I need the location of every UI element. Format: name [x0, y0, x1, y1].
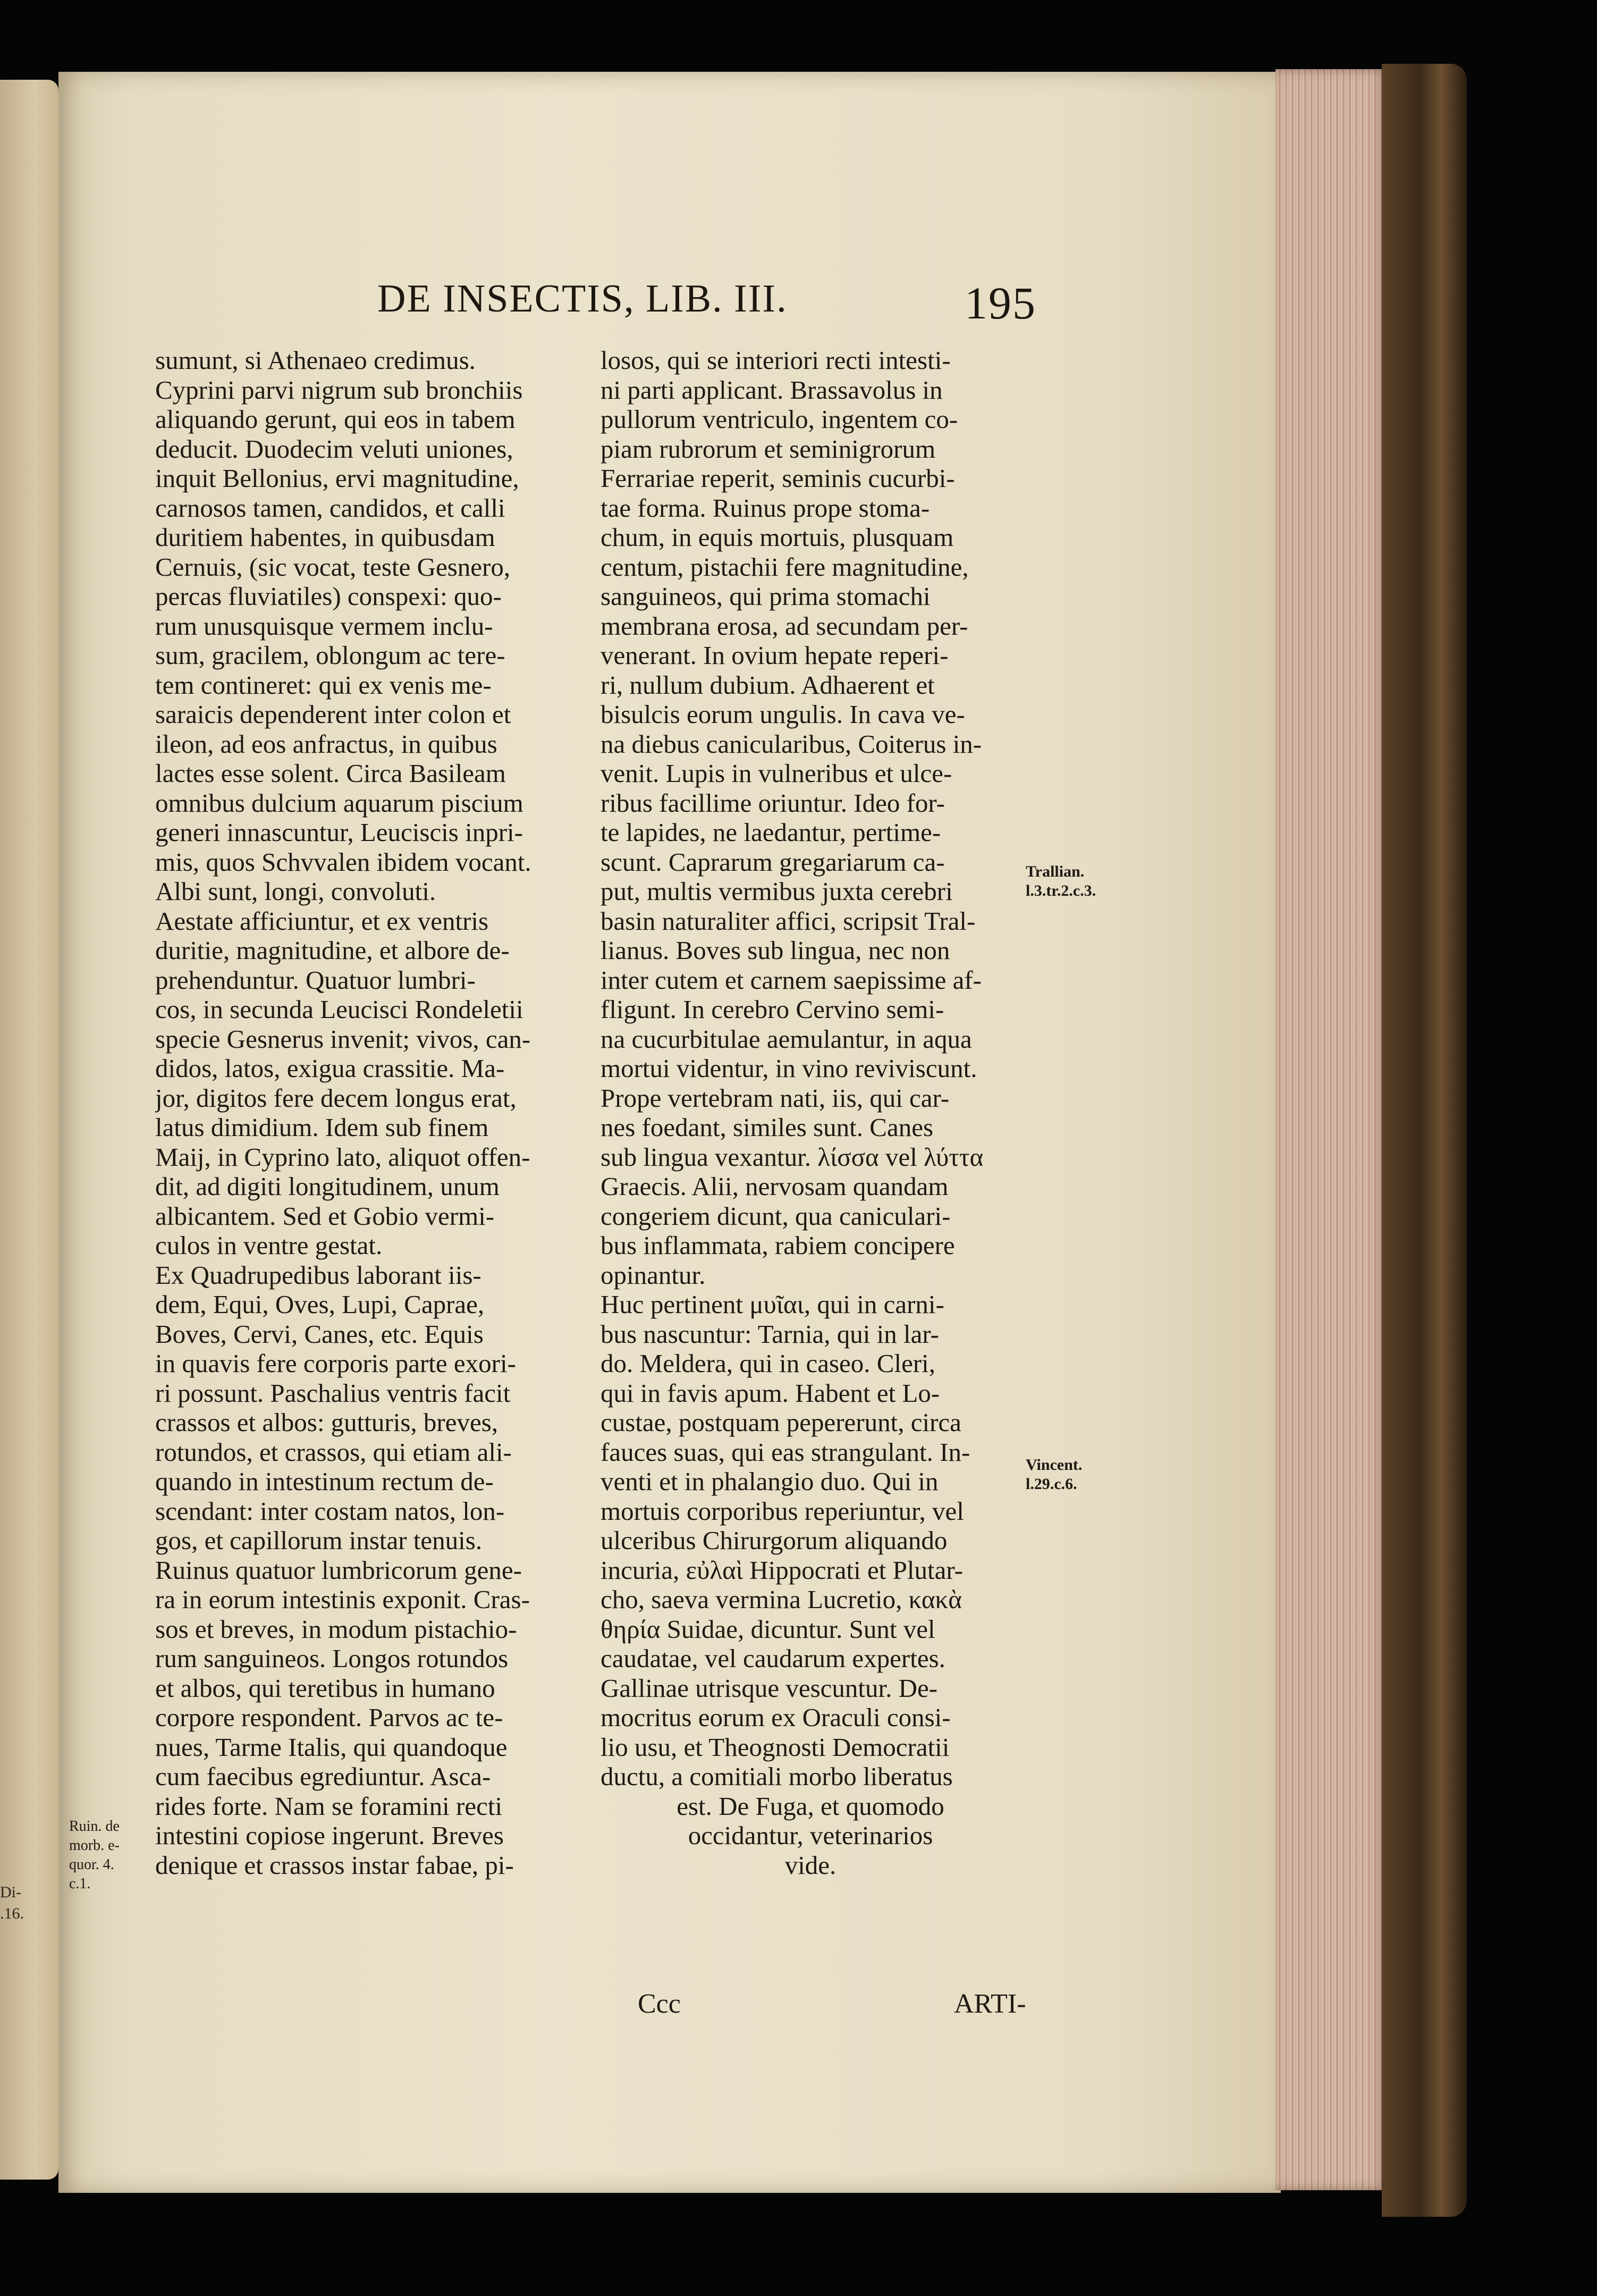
text-line: specie Gesnerus invenit; vivos, can-: [155, 1024, 531, 1054]
marginal-note-line: Ruin. de: [69, 1818, 120, 1835]
text-line: est. De Fuga, et quomodo: [677, 1791, 944, 1821]
text-line: nes foedant, similes sunt. Canes: [601, 1113, 934, 1142]
text-line: didos, latos, exigua crassitie. Ma-: [155, 1054, 505, 1083]
text-line: rides forte. Nam se foramini recti: [155, 1791, 503, 1821]
text-line: venerant. In ovium hepate reperi-: [601, 641, 949, 670]
text-line: te lapides, ne laedantur, pertime-: [601, 818, 941, 847]
text-line: centum, pistachii fere magnitudine,: [601, 552, 969, 582]
text-line: bus nascuntur: Tarnia, qui in lar-: [601, 1319, 939, 1349]
text-line: fligunt. In cerebro Cervino semi-: [601, 995, 944, 1024]
text-line: piam rubrorum et seminigrorum: [601, 434, 936, 464]
text-line: saraicis dependerent inter colon et: [155, 700, 511, 729]
text-line: ri, nullum dubium. Adhaerent et: [601, 670, 935, 700]
marginal-note-line: c.1.: [69, 1876, 91, 1892]
text-line: Albi sunt, longi, convoluti.: [155, 877, 436, 906]
text-line: percas fluviatiles) conspexi: quo-: [155, 582, 502, 611]
text-line: lio usu, et Theognosti Democratii: [601, 1732, 950, 1762]
text-line: venti et in phalangio duo. Qui in: [601, 1467, 939, 1496]
marginal-note-trallian: [1026, 862, 1132, 901]
text-line: vide.: [784, 1850, 836, 1880]
text-line: qui in favis apum. Habent et Lo-: [601, 1378, 940, 1408]
text-line: Boves, Cervi, Canes, etc. Equis: [155, 1319, 484, 1349]
text-line: rum unusquisque vermem inclu-: [155, 611, 493, 641]
text-line: inquit Bellonius, ervi magnitudine,: [155, 464, 519, 493]
text-line: scunt. Caprarum gregariarum ca-: [601, 847, 945, 877]
text-line: incuria, εὐλαὶ Hippocrati et Plutar-: [601, 1555, 964, 1585]
running-head: [377, 276, 1036, 335]
text-line: ileon, ad eos anfractus, in quibus: [155, 729, 497, 759]
text-line: crassos et albos: gutturis, breves,: [155, 1408, 498, 1437]
text-line: Ruinus quatuor lumbricorum gene-: [155, 1555, 522, 1585]
text-line: mortui videntur, in vino reviviscunt.: [601, 1054, 977, 1083]
left-text-column: [155, 346, 580, 1880]
text-line: venit. Lupis in vulneribus et ulce-: [601, 759, 952, 788]
text-line: sumunt, si Athenaeo credimus.: [155, 346, 476, 375]
text-line: fauces suas, qui eas strangulant. In-: [601, 1437, 970, 1467]
text-line: latus dimidium. Idem sub finem: [155, 1113, 489, 1142]
text-line: Gallinae utrisque vescuntur. De-: [601, 1673, 938, 1703]
text-line: Huc pertinent μυῖαι, qui in carni-: [601, 1290, 944, 1319]
text-line: in quavis fere corporis parte exori-: [155, 1349, 516, 1378]
text-line: rum sanguineos. Longos rotundos: [155, 1644, 509, 1673]
text-line: rotundos, et crassos, qui etiam ali-: [155, 1437, 512, 1467]
fragment-line: Di-: [0, 1883, 21, 1901]
text-line: carnosos tamen, candidos, et calli: [155, 493, 505, 523]
text-line: sum, gracilem, oblongum ac tere-: [155, 641, 505, 670]
text-line: ri possunt. Paschalius ventris facit: [155, 1378, 511, 1408]
text-line: deducit. Duodecim veluti uniones,: [155, 434, 513, 464]
text-line: na diebus canicularibus, Coiterus in-: [601, 729, 982, 759]
text-line: opinantur.: [601, 1260, 706, 1290]
text-line: Prope vertebram nati, iis, qui car-: [601, 1083, 950, 1113]
text-line: losos, qui se interiori recti intesti-: [601, 346, 951, 375]
previous-page-margin-fragment: [0, 1882, 32, 1924]
text-line: et albos, qui teretibus in humano: [155, 1673, 495, 1703]
text-line: Cernuis, (sic vocat, teste Gesnero,: [155, 552, 511, 582]
text-line: membrana erosa, ad secundam per-: [601, 611, 968, 641]
text-line: jor, digitos fere decem longus erat,: [155, 1083, 517, 1113]
text-line: prehenduntur. Quatuor lumbri-: [155, 965, 476, 995]
text-line: duritie, magnitudine, et albore de-: [155, 936, 510, 965]
text-line: chum, in equis mortuis, plusquam: [601, 523, 954, 552]
text-line: aliquando gerunt, qui eos in tabem: [155, 405, 516, 434]
text-line: gos, et capillorum instar tenuis.: [155, 1526, 483, 1555]
text-line: ductu, a comitiali morbo liberatus: [601, 1762, 953, 1791]
text-line: custae, postquam pepererunt, circa: [601, 1408, 961, 1437]
text-line: lianus. Boves sub lingua, nec non: [601, 936, 950, 965]
text-line: ni parti applicant. Brassavolus in: [601, 375, 943, 405]
text-line: quando in intestinum rectum de-: [155, 1467, 494, 1496]
text-line: nues, Tarme Italis, qui quandoque: [155, 1732, 508, 1762]
text-line: Maij, in Cyprino lato, aliquot offen-: [155, 1142, 530, 1172]
text-line: mis, quos Schvvalen ibidem vocant.: [155, 847, 531, 877]
catchword: ARTI-: [954, 1989, 1026, 2019]
marginal-note-line: Vincent.: [1026, 1456, 1083, 1474]
text-line: θηρία Suidae, dicuntur. Sunt vel: [601, 1614, 935, 1644]
text-line: sos et breves, in modum pistachio-: [155, 1614, 517, 1644]
book-cover: [1382, 64, 1467, 2217]
signature-mark: Ccc: [638, 1989, 681, 2019]
text-line: albicantem. Sed et Gobio vermi-: [155, 1201, 495, 1231]
text-line: mocritus eorum ex Oraculi consi-: [601, 1703, 951, 1732]
text-line: mortuis corporibus reperiuntur, vel: [601, 1496, 964, 1526]
text-line: scendant: inter costam natos, lon-: [155, 1496, 505, 1526]
text-line: bus inflammata, rabiem concipere: [601, 1231, 955, 1260]
text-line: intestini copiose ingerunt. Breves: [155, 1821, 504, 1850]
text-line: Ferrariae reperit, seminis cucurbi-: [601, 464, 955, 493]
text-line: occidantur, veterinarios: [688, 1821, 933, 1850]
text-line: basin naturaliter affici, scripsit Tral-: [601, 906, 976, 936]
text-line: na cucurbitulae aemulantur, in aqua: [601, 1024, 972, 1054]
right-text-column: [601, 346, 1020, 1880]
text-line: ulceribus Chirurgorum aliquando: [601, 1526, 948, 1555]
running-title: DE INSECTIS, LIB. III.: [377, 277, 788, 321]
text-line: Graecis. Alii, nervosam quandam: [601, 1172, 949, 1201]
marginal-note-line: quor. 4.: [69, 1856, 114, 1873]
marginal-note-ruin: [69, 1817, 149, 1894]
text-line: Cyprini parvi nigrum sub bronchiis: [155, 375, 523, 405]
text-line: congeriem dicunt, qua caniculari-: [601, 1201, 951, 1231]
previous-page-edge: [0, 80, 58, 2180]
text-line: denique et crassos instar fabae, pi-: [155, 1850, 514, 1880]
text-line: inter cutem et carnem saepissime af-: [601, 965, 982, 995]
text-line: omnibus dulcium aquarum piscium: [155, 788, 523, 818]
text-line: caudatae, vel caudarum expertes.: [601, 1644, 945, 1673]
text-line: tem contineret: qui ex venis me-: [155, 670, 492, 700]
text-line: ribus facillime oriuntur. Ideo for-: [601, 788, 945, 818]
page-block-edges: [1275, 69, 1387, 2190]
marginal-note-vincent: [1026, 1456, 1132, 1494]
text-line: cum faecibus egrediuntur. Asca-: [155, 1762, 491, 1791]
marginal-note-line: l.3.tr.2.c.3.: [1026, 882, 1096, 899]
text-line: Aestate afficiuntur, et ex ventris: [155, 906, 489, 936]
marginal-note-line: morb. e-: [69, 1837, 120, 1854]
text-line: sanguineos, qui prima stomachi: [601, 582, 931, 611]
fragment-line: .16.: [0, 1905, 24, 1922]
text-line: culos in ventre gestat.: [155, 1231, 383, 1260]
text-line: cos, in secunda Leucisci Rondeletii: [155, 995, 523, 1024]
text-line: Ex Quadrupedibus laborant iis-: [155, 1260, 481, 1290]
marginal-note-line: l.29.c.6.: [1026, 1475, 1077, 1493]
text-line: cho, saeva vermina Lucretio, κακὰ: [601, 1585, 962, 1614]
text-line: pullorum ventriculo, ingentem co-: [601, 405, 958, 434]
text-line: bisulcis eorum ungulis. In cava ve-: [601, 700, 965, 729]
text-line: lactes esse solent. Circa Basileam: [155, 759, 506, 788]
text-line: generi innascuntur, Leuciscis inpri-: [155, 818, 523, 847]
text-line: put, multis vermibus juxta cerebri: [601, 877, 953, 906]
text-line: corpore respondent. Parvos ac te-: [155, 1703, 503, 1732]
text-line: do. Meldera, qui in caseo. Cleri,: [601, 1349, 936, 1378]
page-number: 195: [965, 277, 1036, 329]
text-line: ra in eorum intestinis exponit. Cras-: [155, 1585, 530, 1614]
text-line: tae forma. Ruinus prope stoma-: [601, 493, 930, 523]
text-line: dem, Equi, Oves, Lupi, Caprae,: [155, 1290, 485, 1319]
marginal-note-line: Trallian.: [1026, 863, 1085, 880]
text-line: sub lingua vexantur. λίσσα vel λύττα: [601, 1142, 984, 1172]
text-line: dit, ad digiti longitudinem, unum: [155, 1172, 500, 1201]
text-line: duritiem habentes, in quibusdam: [155, 523, 495, 552]
